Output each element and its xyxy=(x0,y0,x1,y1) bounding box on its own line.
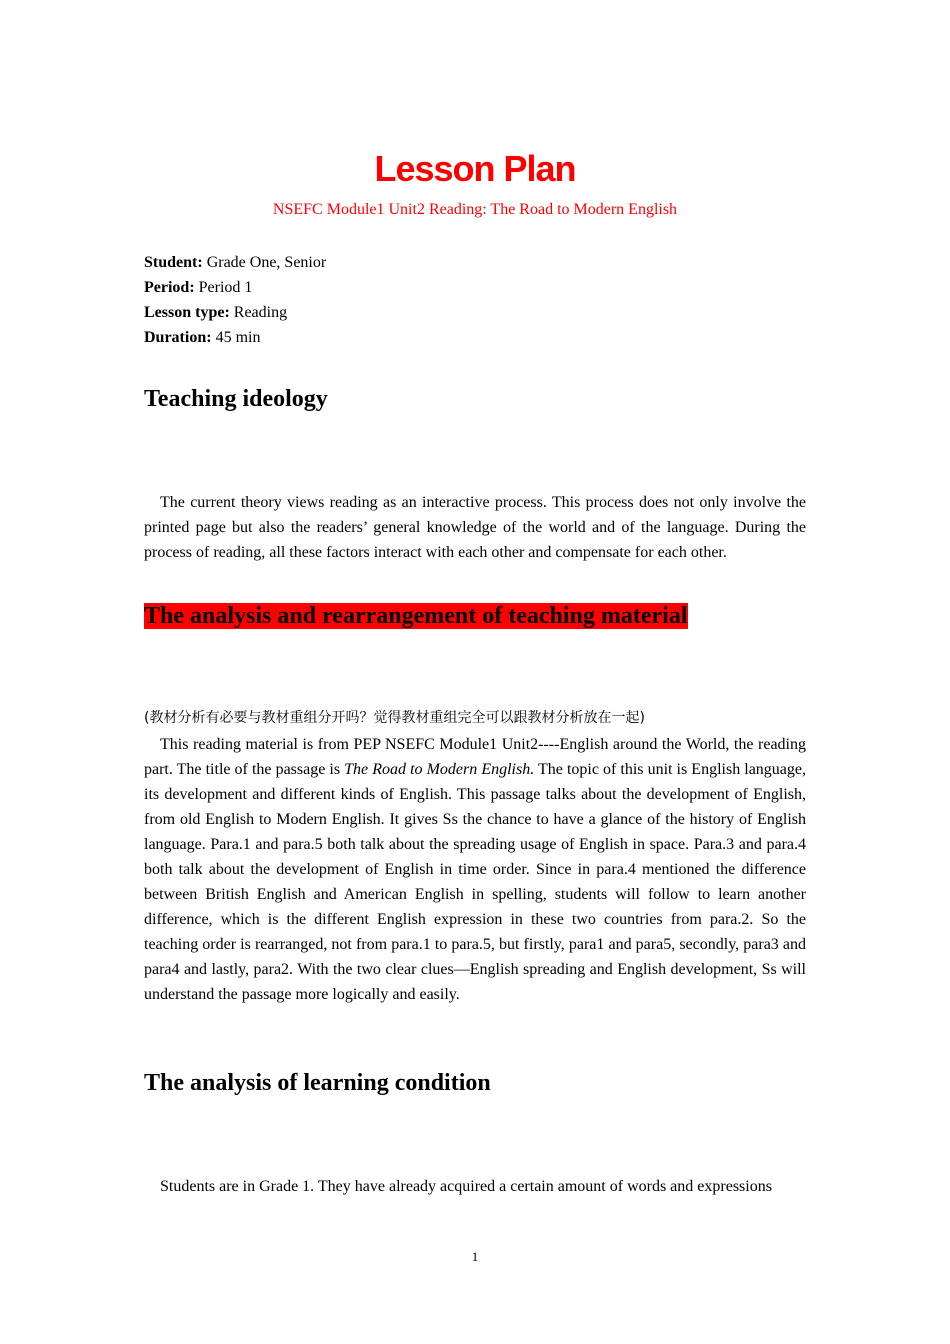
meta-value: Reading xyxy=(233,304,288,321)
paragraph-teaching-ideology: The current theory views reading as an interactive process. This process does not only involve the printed page but also the readers’ general knowledge of the world and of the language. During the process of reading, all these factors interact with each other and compensate for each other. xyxy=(144,494,806,561)
lesson-info xyxy=(144,250,326,350)
meta-value: 45 min xyxy=(215,329,261,346)
heading-teaching-ideology: Teaching ideology xyxy=(144,386,328,412)
meta-period xyxy=(144,275,326,300)
passage-title: The Road to Modern English. xyxy=(344,761,535,778)
editor-note: (教材分析有必要与教材重组分开吗？觉得教材重组完全可以跟教材分析放在一起) xyxy=(144,710,645,726)
meta-lesson-type xyxy=(144,300,326,325)
meta-label: Student: xyxy=(144,254,203,271)
meta-label: Period: xyxy=(144,279,195,296)
meta-duration xyxy=(144,325,326,350)
meta-student xyxy=(144,250,326,275)
text-run: The topic of this unit is English language, its development and different kinds of English. This passage talks about the development of English, from old English to Modern English. It gives Ss the chance to have a glance of the history of English language. Para.1 and para.5 both talk about the spreading usage of English in space. Para.3 and para.4 both talk about the development of English in time order. Since in para.4 mentioned the difference between British English and American English in spelling, students will follow to learn another difference, which is the different English expression in these two countries from para.2. So the teaching order is rearranged, not from para.1 to para.5, but firstly, para1 and para5, secondly, para3 and para4 and lastly, para2. With the two clear clues—English spreading and English development, Ss will understand the passage more logically and easily. xyxy=(144,761,807,1003)
meta-value: Period 1 xyxy=(198,279,253,296)
text-run: This reading material is from PEP NSEFC Module1 Unit2----English around the World, the reading part. The title of the passage is xyxy=(144,736,806,778)
heading-text: The analysis and rearrangement of teaching material xyxy=(144,603,688,629)
meta-label: Duration: xyxy=(144,329,212,346)
meta-value: Grade One, Senior xyxy=(206,254,327,271)
paragraph-learning-condition: Students are in Grade 1. They have already acquired a certain amount of words and expressions xyxy=(160,1178,772,1195)
heading-learning-condition: The analysis of learning condition xyxy=(144,1070,491,1096)
page-subtitle: NSEFC Module1 Unit2 Reading: The Road to Modern English xyxy=(272,201,678,218)
page-number: 1 xyxy=(471,1249,479,1264)
paragraph-material-analysis xyxy=(144,732,806,1007)
heading-material-analysis xyxy=(144,601,688,631)
meta-label: Lesson type: xyxy=(144,304,230,321)
page-title: Lesson Plan xyxy=(374,148,576,189)
